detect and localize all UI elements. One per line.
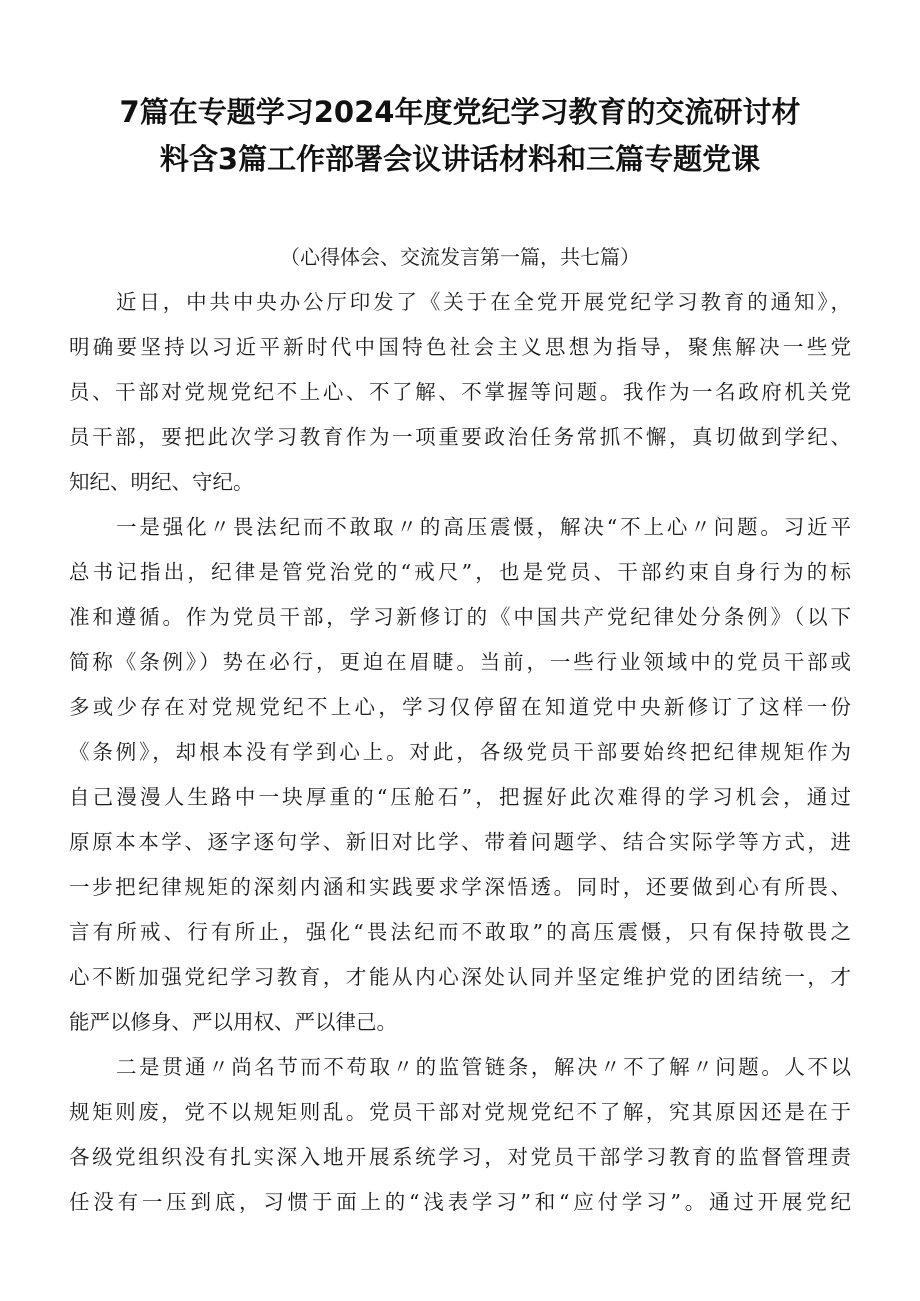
paragraph-1-line: 知纪、明纪、守纪。	[69, 470, 254, 494]
paragraph-2-line: 《条例》，却根本没有学到心上。对此，各级党员干部要始终把纪律规矩作为	[69, 740, 851, 764]
paragraph-3-line: 二是贯通〃尚名节而不苟取〃的监管链条，解决〃不了解〃问题。人不以	[116, 1055, 851, 1079]
paragraph-3-line: 规矩则废，党不以规矩则乱。党员干部对党规党纪不了解，究其原因还是在于	[69, 1100, 851, 1124]
paragraph-1-line: 员、干部对党规党纪不上心、不了解、不掌握等问题。我作为一名政府机关党	[69, 380, 851, 404]
document-subtitle: （心得体会、交流发言第一篇，共七篇）	[280, 245, 640, 269]
document-title-line-1: 7篇在专题学习2024年度党纪学习教育的交流研讨材	[119, 95, 801, 129]
paragraph-3-line: 任没有一压到底，习惯于面上的“浅表学习”和“应付学习”。通过开展党纪	[69, 1190, 851, 1214]
paragraph-2-line: 一是强化〃畏法纪而不敢取〃的高压震慑，解决“不上心〃问题。习近平	[116, 515, 851, 539]
paragraph-1-line: 近日，中共中央办公厅印发了《关于在全党开展党纪学习教育的通知》，	[116, 290, 851, 314]
paragraph-1-line: 明确要坚持以习近平新时代中国特色社会主义思想为指导，聚焦解决一些党	[69, 335, 851, 359]
document-title-line-2: 料含3篇工作部署会议讲话材料和三篇专题党课	[159, 142, 761, 176]
paragraph-2-line: 心不断加强党纪学习教育，才能从内心深处认同并坚定维护党的团结统一，才	[69, 965, 851, 989]
paragraph-2-line: 原原本本学、逐字逐句学、新旧对比学、带着问题学、结合实际学等方式，进	[69, 830, 851, 854]
paragraph-2-line: 一步把纪律规矩的深刻内涵和实践要求学深悟透。同时，还要做到心有所畏、	[69, 875, 851, 899]
paragraph-2-line: 准和遵循。作为党员干部，学习新修订的《中国共产党纪律处分条例》（以下	[69, 605, 851, 629]
paragraph-2-line: 自己漫漫人生路中一块厚重的“压舱石”，把握好此次难得的学习机会，通过	[69, 785, 851, 809]
paragraph-2-line: 多或少存在对党规党纪不上心，学习仅停留在知道党中央新修订了这样一份	[69, 695, 851, 719]
paragraph-2-line: 总书记指出，纪律是管党治党的“戒尺”，也是党员、干部约束自身行为的标	[69, 560, 851, 584]
paragraph-3-line: 各级党组织没有扎实深入地开展系统学习，对党员干部学习教育的监督管理责	[69, 1145, 851, 1169]
paragraph-2-line: 简称《条例》）势在必行，更迫在眉睫。当前，一些行业领域中的党员干部或	[69, 650, 851, 674]
paragraph-2-line: 言有所戒、行有所止，强化“畏法纪而不敢取”的高压震慑，只有保持敬畏之	[69, 920, 851, 944]
paragraph-2-line: 能严以修身、严以用权、严以律己。	[69, 1010, 397, 1034]
paragraph-1-line: 员干部，要把此次学习教育作为一项重要政治任务常抓不懈，真切做到学纪、	[69, 425, 851, 449]
